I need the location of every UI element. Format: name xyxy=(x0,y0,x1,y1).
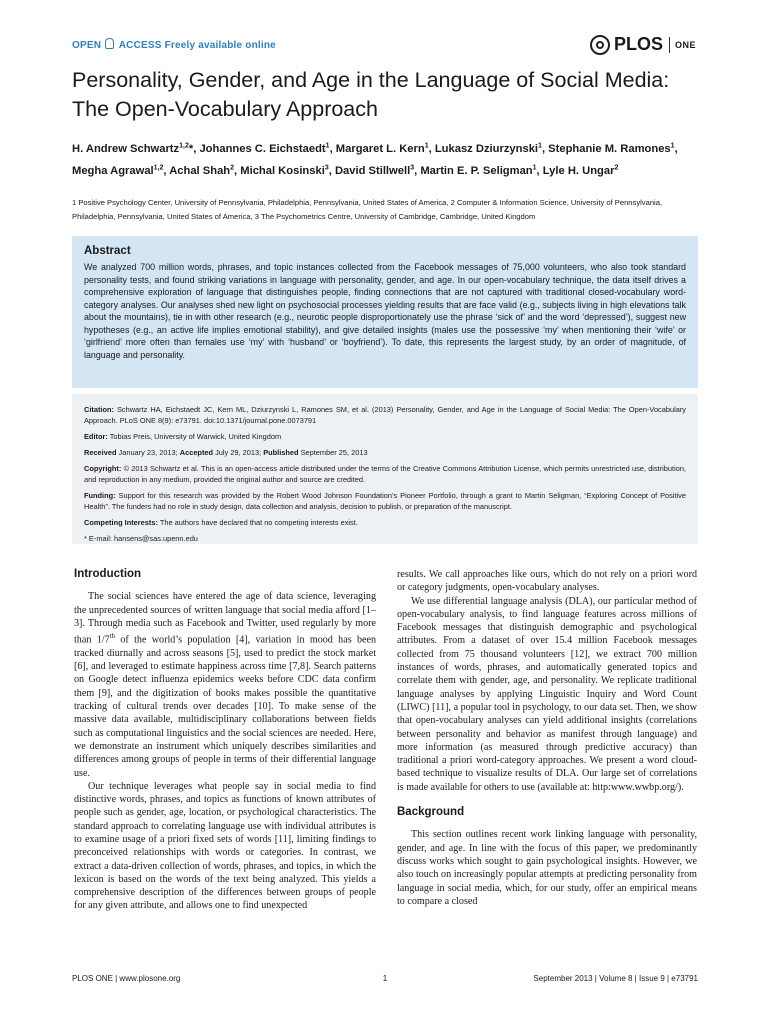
competing-interests: Competing Interests: The authors have declared that no competing interests exist. xyxy=(84,518,358,527)
dates: Received January 23, 2013; Accepted July 29, 2013; Published September 25, 2013 xyxy=(84,448,368,457)
journal-name: ONE xyxy=(674,39,696,50)
abstract-box xyxy=(72,236,698,388)
article-metadata xyxy=(72,394,698,544)
author-name: H. Andrew Schwartz$^{1,2}$*, xyxy=(72,142,197,155)
author-list xyxy=(72,136,702,181)
footer-journal: PLOS ONE | www.plosone.org xyxy=(72,974,181,983)
footer-issue: September 2013 | Volume 8 | Issue 9 | e73791 xyxy=(533,974,698,983)
logo-divider xyxy=(669,37,670,53)
email: * E-mail: hansens@sas.upenn.edu xyxy=(84,534,198,543)
open-lock-icon xyxy=(105,38,114,49)
editor: Editor: Tobias Preis, University of Warwick, United Kingdom xyxy=(84,432,282,441)
introduction-heading: Introduction xyxy=(74,568,142,580)
paper-title: Personality, Gender, and Age in the Language of Social Media: The Open-Vocabulary Approach xyxy=(72,68,670,121)
copyright: Copyright: © 2013 Schwartz et al. This is an open-access article distributed under the terms of the Creative Commons Attribution License, which permits unrestricted use, distribution, and reproduction in any medium, provided the original author and source are credited. xyxy=(84,464,686,484)
access-label: ACCESS xyxy=(118,40,162,51)
abstract-text: We analyzed 700 million words, phrases, and topic instances collected from the Facebook messages of 75,000 volunteers, who also took standard personality tests, and found striking variations in language with personality, gender, and age. In our open-vocabulary technique, the data itself drives a comprehensive exploration of language that distinguishes people, finding connections that are not captured with traditional closed-vocabulary word-category analyses. Our analyses shed new light on psychosocial processes yielding results that are face valid (e.g., subjects living in high elevations talk about the mountains), tie in with other research (e.g., neurotic people disproportionately use the phrase ‘sick of’ and the word ‘depressed’), suggest new hypotheses (e.g., an active life implies emotional stability), and give detailed insights (males use the possessive ‘my’ when mentioning their ‘wife’ or ‘girlfriend’ more often than females use ‘my’ with ‘husband’ or ‘boyfriend’). To date, this represents the largest study, by an order of magnitude, of language and personality. xyxy=(84,262,686,360)
author-name: Johannes C. Eichstaedt$^1$, xyxy=(199,142,333,155)
right-paragraph-1: results. We call approaches like ours, which do not rely on a priori word or category judgments, open-vocabulary analyses. xyxy=(397,569,697,594)
plos-logo xyxy=(590,34,696,55)
right-paragraph-2: We use differential language analysis (DLA), our particular method of open-vocabulary analysis, to find language features across millions of Facebook messages that distinguish demographic and psychological attributes. From a dataset of over 15.4 million Facebook messages collected from 75 thousand volunteers [12], we extract 700 million instances of words, phrases, and automatically generated topics and correlate them with gender, age, and personality. We replicate traditional language analyses by applying Linguistic Inquiry and Word Count (LIWC) [11], a popular tool in psychology, to our data set. Then, we show that open-vocabulary analyses can yield additional insights (correlations between personality and behavior as manifest through language) and more information (as measured through predictive accuracy) than traditional a priori word-category approaches. We present a word cloud-based technique to visualize results of DLA. Our large set of correlations is made available for others to use (available at: http:www.wwbp.org/). xyxy=(397,595,697,793)
author-name: Stephanie M. Ramones$^1$, xyxy=(548,142,678,155)
page-footer xyxy=(72,974,698,983)
plos-logo-icon xyxy=(590,35,610,55)
author-name: Lukasz Dziurzynski$^1$, xyxy=(434,142,546,155)
author-name: Lyle H. Ungar$^2$ xyxy=(542,164,619,178)
right-column xyxy=(397,568,697,908)
page-number: 1 xyxy=(382,974,388,983)
author-name: David Stillwell$^3$, xyxy=(334,164,418,178)
plos-name: PLOS xyxy=(613,34,663,54)
intro-paragraph-2: Our technique leverages what people say in social media to find distinctive words, phrases, and topics as functions of known attributes of people such as gender, age, location, or psychological characteristics. The standard approach to correlating language use with individual attributes is to examine usage of a priori fixed sets of words [11], limiting findings to preconceived relationships with words or categories. In contrast, we extract a data-driven collection of words, phrases, and topics, in which the lexicon is based on the words of the text being analyzed. This yields a comprehensive description of the differences between groups of people for any given attribute, and allows one to find unexpected xyxy=(74,780,376,912)
author-name: Martin E. P. Seligman$^1$, xyxy=(420,164,540,178)
open-access-banner xyxy=(72,38,276,51)
funding: Funding: Support for this research was provided by the Robert Wood Johnson Foundation’s Pioneer Portfolio, through a grant to Martin Seligman, “Exploring Concept of Positive Health”. The funders had no role in study design, data collection and analysis, decision to publish, or preparation of the manuscript. xyxy=(84,491,686,511)
author-name: Achal Shah$^2$, xyxy=(169,164,238,178)
background-heading: Background xyxy=(397,806,465,819)
left-column xyxy=(74,568,376,913)
affiliations: 1 Positive Psychology Center, University of Pennsylvania, Philadelphia, Pennsylvania, United States of America, 2 Computer & Information Science, University of Pennsylvania, Philadelphia, Pennsylvania, United States of America, 3 The Psychometrics Centre, University of Cambridge, Cambridge, United Kingdom xyxy=(72,198,663,221)
author-name: Megha Agrawal$^{1,2}$, xyxy=(72,164,167,178)
intro-paragraph-1: The social sciences have entered the age of data science, leveraging the unprecedented sources of written language that social media afford [1–3]. Through media such as Facebook and Twitter, used regularly by more than 1/7th of the world’s population [4], variation in mood has been tracked diurnally and across seasons [5], used to predict the stock market [6], and leveraged to estimate happiness across time [7,8]. Search patterns on Google detect influenza epidemics weeks before CDC data confirm them [9], and the digitization of books makes possible the quantitative tracking of cultural trends over decades [10]. To make sense of the massive data available, multidisciplinary collaborations between fields such as computational linguistics and the social sciences are needed. Here, we demonstrate an instrument which uniquely describes similarities and differences among groups of people in terms of their differential language use. xyxy=(74,591,376,779)
abstract-heading: Abstract xyxy=(84,245,131,257)
citation: Citation: Schwartz HA, Eichstaedt JC, Kern ML, Dziurzynski L, Ramones SM, et al. (2013) Personality, Gender, and Age in the Language of Social Media: The Open-Vocabulary Approach. PLoS ONE 8(9): e73791. doi:10.1371/journal.pone.0073791 xyxy=(84,405,686,425)
author-name: Michal Kosinski$^3$, xyxy=(240,164,332,178)
open-label: OPEN xyxy=(72,40,102,51)
author-name: Margaret L. Kern$^1$, xyxy=(335,142,432,155)
freely-available-label: Freely available online xyxy=(164,40,276,51)
background-paragraph: This section outlines recent work linking language with personality, gender, and age. In line with the focus of this paper, we predominantly discuss works which sought to gain psychological insights. However, we also touch on increasingly popular attempts at predicting personality from language in social media, which, for our study, offer an empirical means to compare a closed xyxy=(397,829,697,907)
journal-header xyxy=(72,34,696,56)
